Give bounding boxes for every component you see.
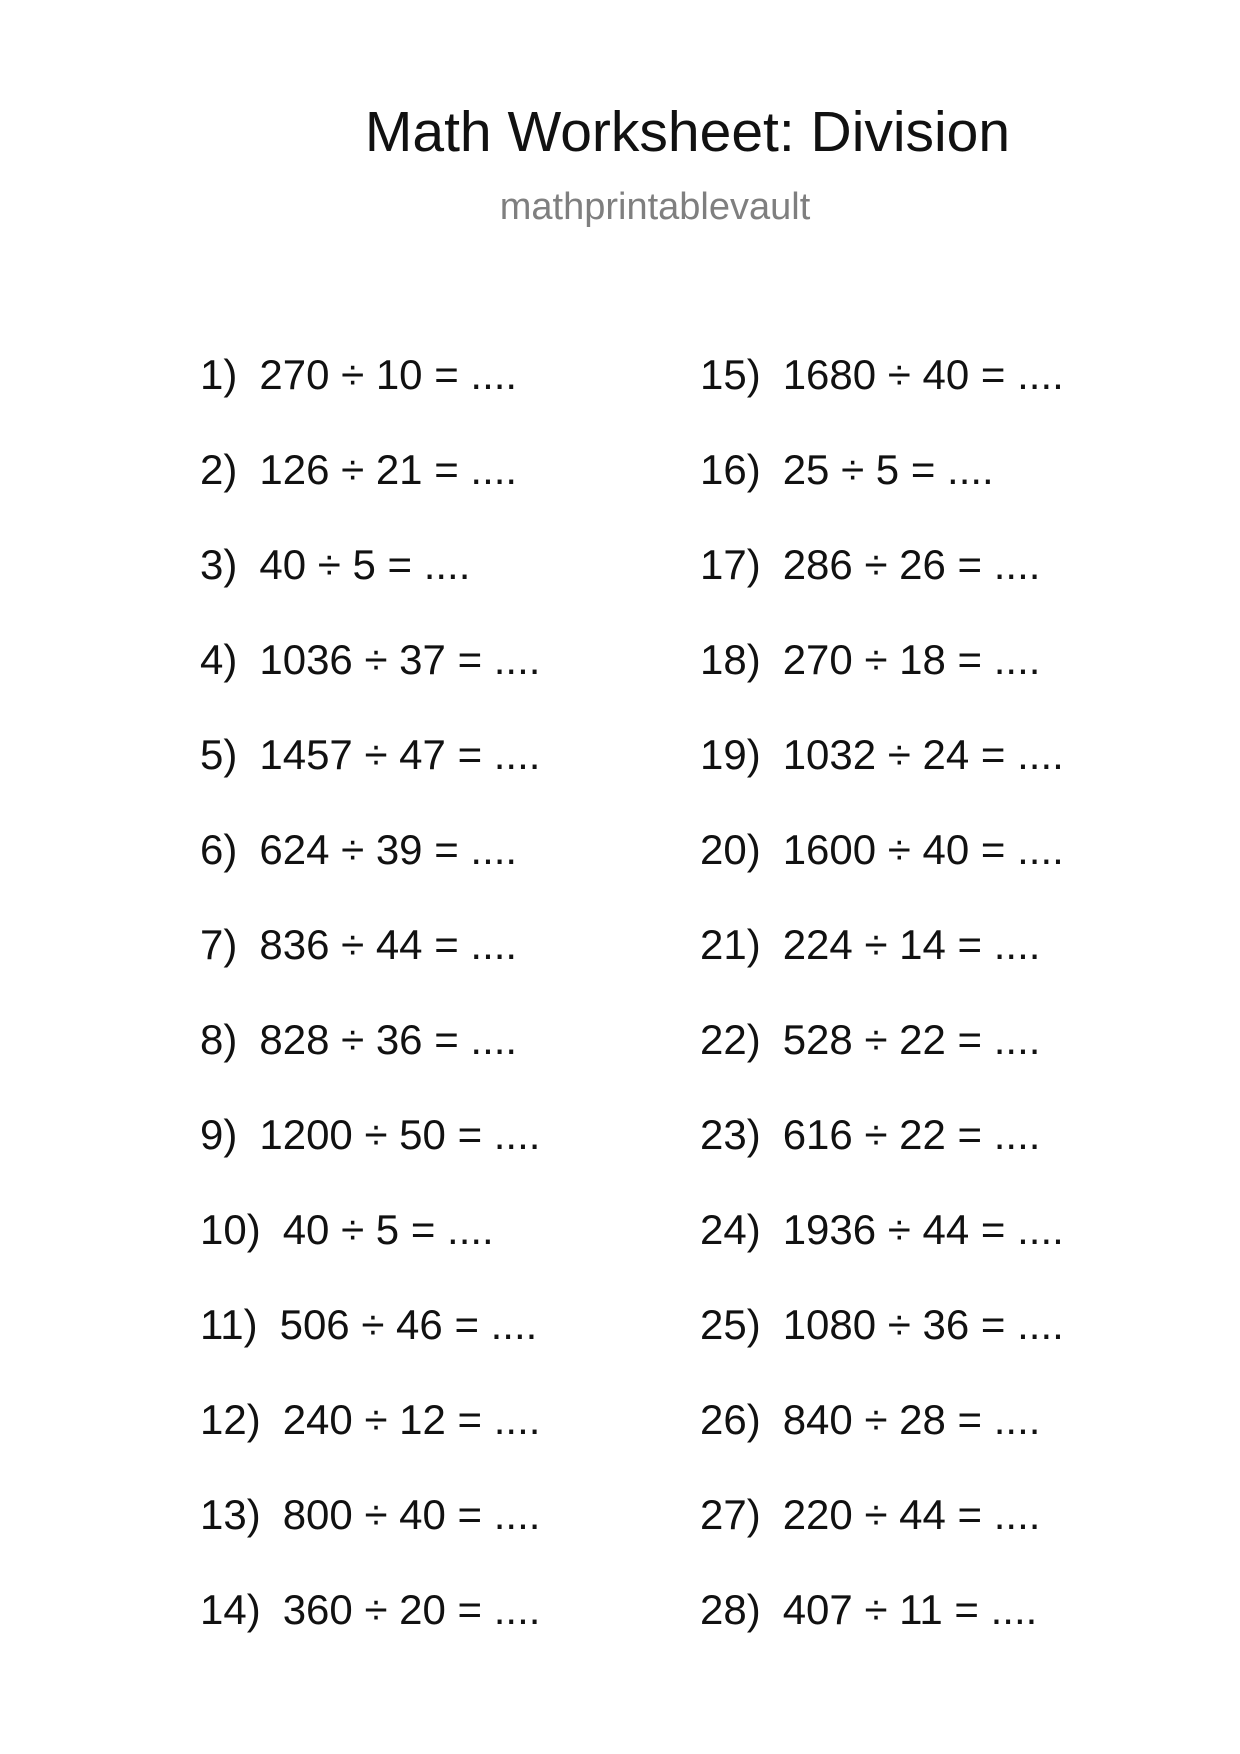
problem-item	[200, 1202, 660, 1297]
problem-expression: 800 ÷ 40 = ....	[282, 1491, 541, 1538]
problem-number: 14)	[200, 1586, 261, 1633]
problem-number: 7)	[200, 921, 238, 968]
page-title: Math Worksheet: Division	[364, 100, 1011, 164]
problem-item	[700, 537, 1160, 632]
problem-number: 3)	[200, 541, 238, 588]
problem-item	[700, 1202, 1160, 1297]
problem-number: 2)	[200, 446, 238, 493]
page-subtitle: mathprintablevault	[499, 186, 811, 228]
problem-expression: 1032 ÷ 24 = ....	[782, 731, 1064, 778]
problem-number: 21)	[700, 921, 761, 968]
problem-number: 10)	[200, 1206, 261, 1253]
problem-expression: 1457 ÷ 47 = ....	[259, 731, 541, 778]
problem-number: 1)	[200, 351, 238, 398]
problem-item	[700, 1582, 1160, 1677]
problem-expression: 360 ÷ 20 = ....	[282, 1586, 541, 1633]
problem-number: 4)	[200, 636, 238, 683]
problem-expression: 1680 ÷ 40 = ....	[782, 351, 1064, 398]
problem-item	[700, 1297, 1160, 1392]
problem-expression: 240 ÷ 12 = ....	[282, 1396, 541, 1443]
problem-item	[700, 1012, 1160, 1107]
problem-number: 25)	[700, 1301, 761, 1348]
problem-column-right	[700, 347, 1160, 1677]
problem-number: 12)	[200, 1396, 261, 1443]
problem-number: 15)	[700, 351, 761, 398]
problem-number: 11)	[200, 1301, 258, 1348]
problem-expression: 506 ÷ 46 = ....	[279, 1301, 538, 1348]
problem-item	[200, 917, 660, 1012]
problem-expression: 270 ÷ 18 = ....	[782, 636, 1041, 683]
problem-number: 26)	[700, 1396, 761, 1443]
problem-number: 16)	[700, 446, 761, 493]
problem-number: 22)	[700, 1016, 761, 1063]
problem-item	[700, 1487, 1160, 1582]
problem-item	[200, 1012, 660, 1107]
problem-expression: 528 ÷ 22 = ....	[782, 1016, 1041, 1063]
problem-expression: 1600 ÷ 40 = ....	[782, 826, 1064, 873]
problem-expression: 1036 ÷ 37 = ....	[259, 636, 541, 683]
problem-expression: 270 ÷ 10 = ....	[259, 351, 518, 398]
problem-item	[700, 347, 1160, 442]
problem-expression: 126 ÷ 21 = ....	[259, 446, 518, 493]
problem-item	[200, 1392, 660, 1487]
problem-item	[200, 537, 660, 632]
problem-number: 28)	[700, 1586, 761, 1633]
problem-item	[200, 1297, 660, 1392]
problem-item	[700, 632, 1160, 727]
problem-item	[700, 917, 1160, 1012]
problem-item	[700, 822, 1160, 917]
problem-expression: 220 ÷ 44 = ....	[782, 1491, 1041, 1538]
problem-item	[700, 1392, 1160, 1487]
problem-number: 9)	[200, 1111, 238, 1158]
problem-expression: 836 ÷ 44 = ....	[259, 921, 518, 968]
problem-expression: 224 ÷ 14 = ....	[782, 921, 1041, 968]
problem-item	[200, 632, 660, 727]
problem-item	[700, 442, 1160, 537]
problem-item	[200, 822, 660, 917]
problem-expression: 1200 ÷ 50 = ....	[259, 1111, 541, 1158]
problem-number: 27)	[700, 1491, 761, 1538]
problem-number: 20)	[700, 826, 761, 873]
problem-number: 24)	[700, 1206, 761, 1253]
problem-item	[200, 347, 660, 442]
problem-number: 23)	[700, 1111, 761, 1158]
problem-expression: 1936 ÷ 44 = ....	[782, 1206, 1064, 1253]
problem-expression: 286 ÷ 26 = ....	[782, 541, 1041, 588]
problem-number: 6)	[200, 826, 238, 873]
problem-number: 5)	[200, 731, 238, 778]
problem-number: 17)	[700, 541, 761, 588]
problem-number: 18)	[700, 636, 761, 683]
problem-number: 19)	[700, 731, 761, 778]
problem-column-left	[200, 347, 660, 1677]
problem-expression: 840 ÷ 28 = ....	[782, 1396, 1041, 1443]
problem-item	[200, 727, 660, 822]
problem-expression: 25 ÷ 5 = ....	[782, 446, 994, 493]
problem-item	[700, 727, 1160, 822]
problem-expression: 828 ÷ 36 = ....	[259, 1016, 518, 1063]
problem-expression: 624 ÷ 39 = ....	[259, 826, 518, 873]
problem-number: 8)	[200, 1016, 238, 1063]
problem-expression: 40 ÷ 5 = ....	[259, 541, 471, 588]
problem-expression: 616 ÷ 22 = ....	[782, 1111, 1041, 1158]
problem-item	[200, 1582, 660, 1677]
problem-item	[200, 442, 660, 537]
problem-expression: 407 ÷ 11 = ....	[782, 1586, 1038, 1633]
problem-item	[200, 1107, 660, 1202]
problem-expression: 1080 ÷ 36 = ....	[782, 1301, 1064, 1348]
problem-item	[700, 1107, 1160, 1202]
problem-expression: 40 ÷ 5 = ....	[282, 1206, 494, 1253]
problem-number: 13)	[200, 1491, 261, 1538]
problem-item	[200, 1487, 660, 1582]
